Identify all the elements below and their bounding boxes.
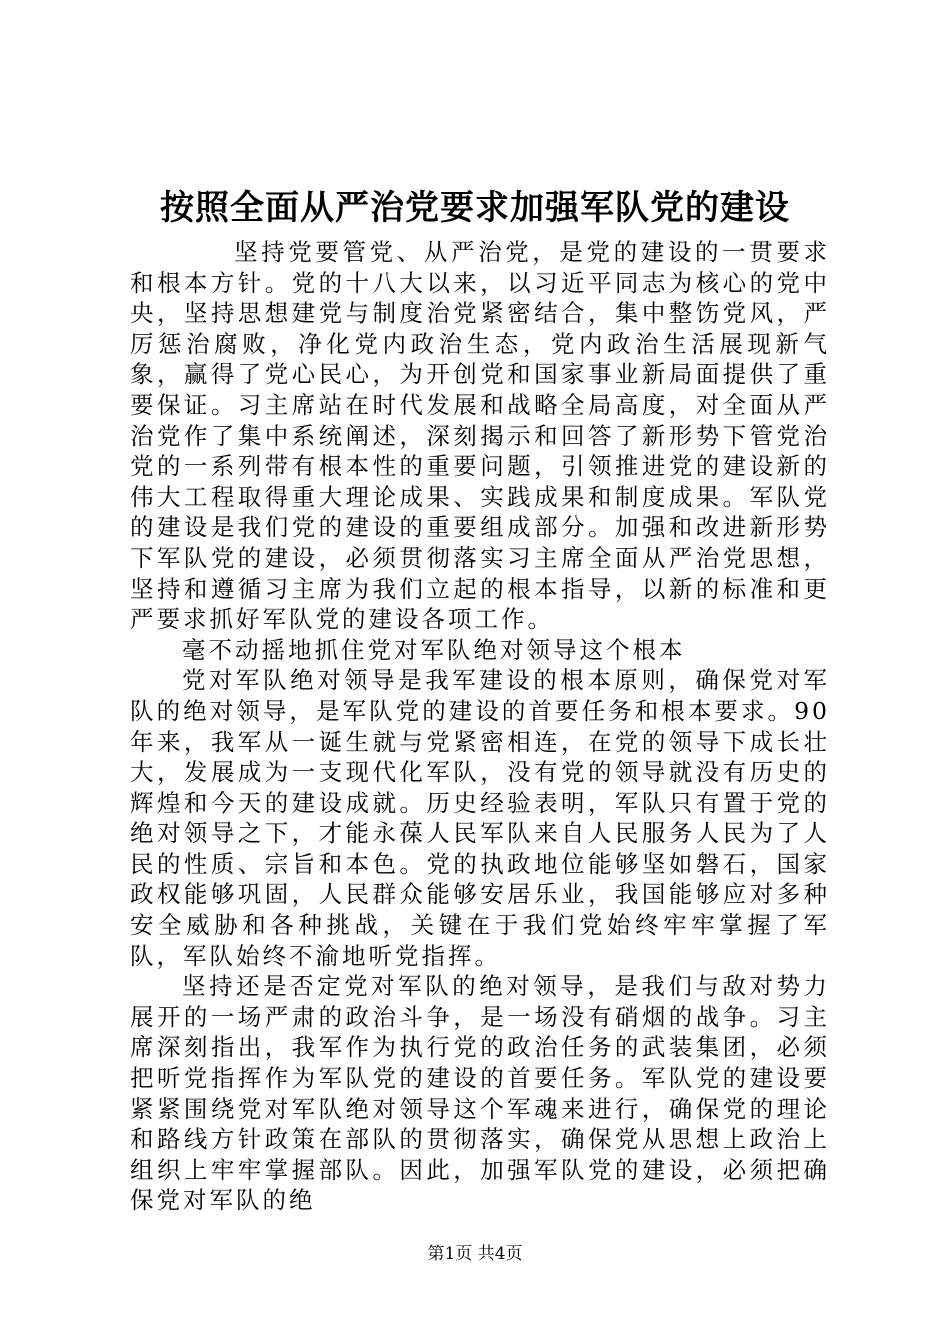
paragraph-intro: 坚持党要管党、从严治党，是党的建设的一贯要求和根本方针。党的十八大以来，以习近平同志为核心的党中央，坚持思想建党与制度治党紧密结合，集中整饬党风，严厉惩治腐败，净化党内政治生态，党内政治生活展现新气象，赢得了党心民心，为开创党和国家事业新局面提供了重要保证。习主席站在时代发展和战略全局高度，对全面从严治党作了集中系统阐述，深刻揭示和回答了新形势下管党治党的一系列带有根本性的重要问题，引领推进党的建设新的伟大工程取得重大理论成果、实践成果和制度成果。军队党的建设是我们党的建设的重要组成部分。加强和改进新形势下军队党的建设，必须贯彻落实习主席全面从严治党思想，坚持和遵循习主席为我们立起的根本指导，以新的标准和更严要求抓好军队党的建设各项工作。 bbox=[130, 238, 830, 634]
section-heading: 毫不动摇地抓住党对军队绝对领导这个根本 bbox=[182, 635, 686, 664]
paragraph-absolute-leadership: 党对军队绝对领导是我军建设的根本原则，确保党对军队的绝对领导，是军队党的建设的首要任务和根本要求。90年来，我军从一诞生就与党紧密相连，在党的领导下成长壮大，发展成为一支现代化军队，没有党的领导就没有历史的辉煌和今天的建设成就。历史经验表明，军队只有置于党的绝对领导之下，才能永葆人民军队来自人民服务人民为了人民的性质、宗旨和本色。党的执政地位能够坚如磐石，国家政权能够巩固，人民群众能够安居乐业，我国能够应对多种安全威胁和各种挑战，关键在于我们党始终牢牢掌握了军队，军队始终不渝地听党指挥。 bbox=[130, 666, 830, 970]
document-body bbox=[130, 237, 830, 1216]
document-title: 按照全面从严治党要求加强军队党的建设 bbox=[160, 188, 790, 228]
paragraph-political-struggle: 坚持还是否定党对军队的绝对领导，是我们与敌对势力展开的一场严肃的政治斗争，是一场没有硝烟的战争。习主席深刻指出，我军作为执行党的政治任务的武装集团，必须把听党指挥作为军队党的建设的首要任务。军队党的建设要紧紧围绕党对军队绝对领导这个军魂来进行，确保党的理论和路线方针政策在部队的贯彻落实，确保党从思想上政治上组织上牢牢掌握部队。因此，加强军队党的建设，必须把确保党对军队的绝 bbox=[130, 972, 830, 1215]
page-number-footer: 第1页 共4页 bbox=[427, 1244, 523, 1264]
